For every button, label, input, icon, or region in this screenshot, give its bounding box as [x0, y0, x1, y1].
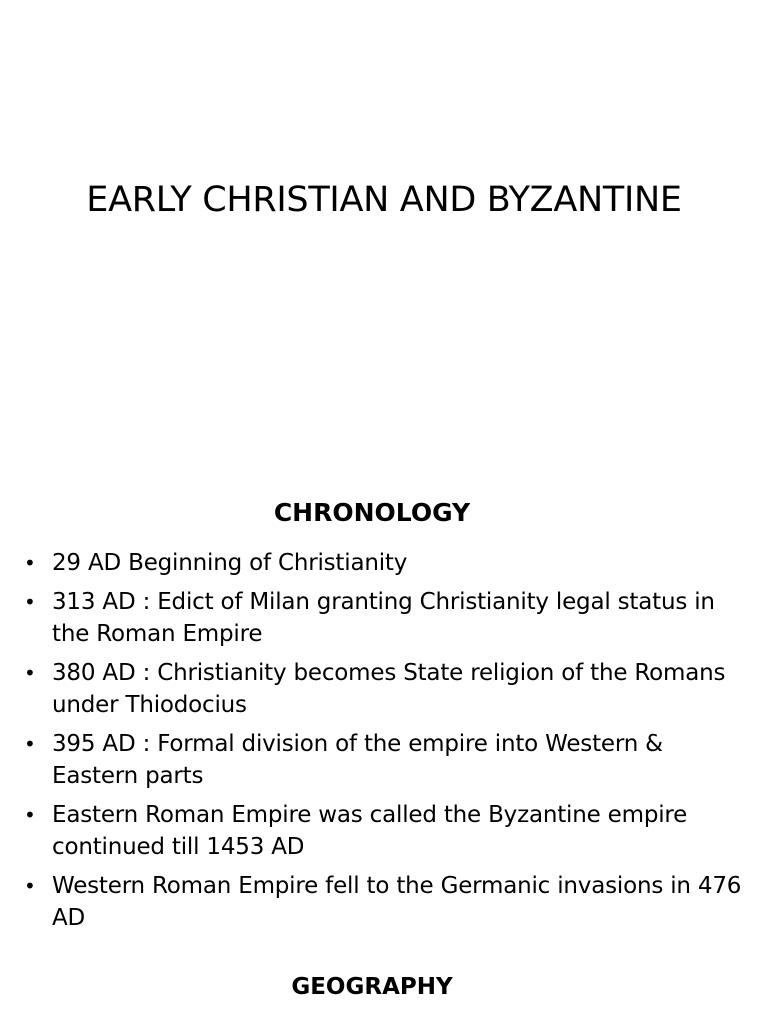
- chronology-heading: CHRONOLOGY: [273, 498, 471, 527]
- list-item-text: 395 AD : Formal division of the empire into Western & Eastern parts: [52, 731, 663, 789]
- bullet-icon: •: [24, 732, 36, 756]
- bullet-icon: •: [24, 551, 36, 575]
- list-item-text: 380 AD : Christianity becomes State religion of the Romans under Thiodocius: [52, 660, 726, 718]
- list-item: [20, 547, 750, 579]
- list-item: [20, 728, 750, 792]
- slide-title: EARLY CHRISTIAN AND BYZANTINE: [86, 180, 682, 220]
- list-item: [20, 870, 750, 934]
- list-item-text: 29 AD Beginning of Christianity: [52, 550, 408, 576]
- geography-heading: GEOGRAPHY: [291, 974, 453, 1000]
- list-item: [20, 586, 750, 650]
- list-item: [20, 657, 750, 721]
- list-item-text: 313 AD : Edict of Milan granting Christianity legal status in the Roman Empire: [52, 589, 715, 647]
- list-item-text: Eastern Roman Empire was called the Byzantine empire continued till 1453 AD: [52, 802, 688, 860]
- chronology-list: [20, 547, 750, 941]
- bullet-icon: •: [24, 661, 36, 685]
- bullet-icon: •: [24, 590, 36, 614]
- bullet-icon: •: [24, 874, 36, 898]
- list-item: [20, 799, 750, 863]
- list-item-text: Western Roman Empire fell to the Germanic invasions in 476 AD: [52, 873, 742, 931]
- bullet-icon: •: [24, 803, 36, 827]
